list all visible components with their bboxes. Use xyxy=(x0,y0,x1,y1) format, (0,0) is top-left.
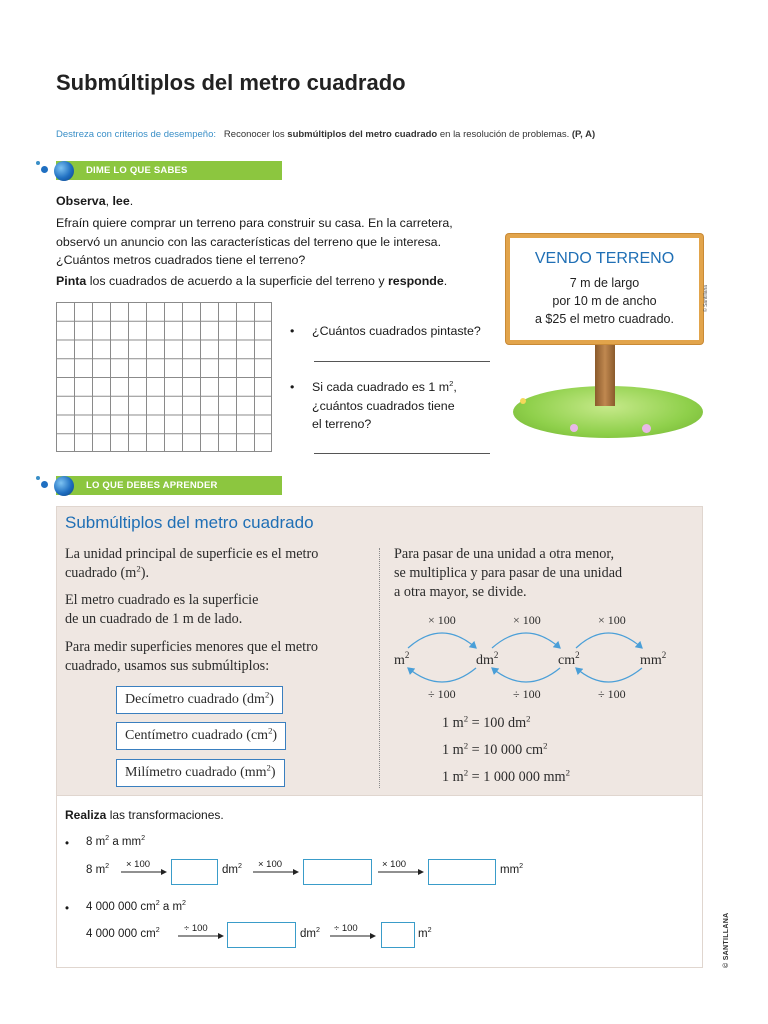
bullet: • xyxy=(65,903,70,915)
criterion-tag: (P, A) xyxy=(571,129,596,140)
realiza-rest: las transformaciones. xyxy=(106,808,224,822)
unit-mm2 xyxy=(500,864,523,876)
conversion-rule xyxy=(394,545,694,602)
answer-box-1a[interactable] xyxy=(171,859,218,885)
q2-sup: 2 xyxy=(449,378,454,388)
node-mm: $mm^2$ xyxy=(640,650,667,668)
exercise-1-start xyxy=(86,864,109,876)
arrow-icon xyxy=(178,932,226,940)
word-responde: responde xyxy=(387,274,444,288)
publisher-credit: © SANTILLANA xyxy=(723,912,730,968)
arrow-icon xyxy=(330,932,378,940)
div-arc-1 xyxy=(408,668,476,682)
q2-text-a: Si cada cuadrado es 1 m xyxy=(312,380,450,394)
question-2 xyxy=(312,378,492,434)
learn-title: Submúltiplos del metro cuadrado xyxy=(65,513,314,532)
eq-sup: 2 xyxy=(463,740,469,751)
section-tag-aprender: LO QUE DEBES APRENDER xyxy=(56,476,282,495)
criterion-text-b: en la resolución de problemas. xyxy=(439,129,570,140)
unit-box-cm2 xyxy=(116,722,286,750)
eq-lhs: 1 m xyxy=(442,742,464,758)
bullet: • xyxy=(65,838,70,850)
p3-line-b: cuadrado, usamos sus submúltiplos: xyxy=(65,658,270,674)
mult-label: × 100 xyxy=(382,859,407,870)
rule-line-3: a otra mayor, se divide. xyxy=(394,584,527,600)
end-dot: . xyxy=(443,274,448,288)
unit-dm: dm xyxy=(222,864,238,876)
page-title: Submúltiplos del metro cuadrado xyxy=(56,70,406,95)
sign-post xyxy=(595,344,615,406)
equality-mm2 xyxy=(442,768,570,787)
answer-line-2[interactable] xyxy=(314,453,490,454)
sign-line-3: a $25 el metro cuadrado. xyxy=(535,312,674,326)
equality-cm2 xyxy=(442,741,548,760)
ex1-start: 8 m xyxy=(86,864,106,876)
word-lee: lee xyxy=(112,194,130,208)
flower-icon xyxy=(570,424,578,432)
ex2-start: 4 000 000 cm xyxy=(86,928,156,940)
eq-lhs: 1 m xyxy=(442,715,464,731)
bubble-icon xyxy=(54,476,74,496)
unit-name: Decímetro cuadrado (dm xyxy=(125,692,265,707)
land-sale-sign xyxy=(506,234,703,344)
answer-box-2b[interactable] xyxy=(381,922,415,948)
mult-label: × 100 xyxy=(258,859,283,870)
unit-close: ) xyxy=(272,728,278,743)
answer-box-2a[interactable] xyxy=(227,922,296,948)
performance-criterion xyxy=(56,129,595,140)
practice-instruction xyxy=(65,806,224,825)
copyright-small: © Santillana xyxy=(703,284,709,312)
ex2-a: 4 000 000 cm xyxy=(86,901,156,913)
exercise-2-start xyxy=(86,928,160,940)
unit-mm: mm xyxy=(500,864,520,876)
div-label: ÷ 100 xyxy=(184,923,208,934)
sign-line-2: por 10 m de ancho xyxy=(552,294,657,308)
sup: 2 xyxy=(315,926,320,935)
div-arc-3 xyxy=(576,668,642,682)
decor-dot xyxy=(41,481,48,488)
pinta-rest: los cuadrados de acuerdo a la superficie del terreno y xyxy=(86,274,388,288)
node-cm: $cm^2$ xyxy=(558,650,580,668)
instruction-pinta xyxy=(56,272,486,291)
unit-box-dm2 xyxy=(116,686,283,714)
eq-rsup: 2 xyxy=(565,767,570,778)
bullet: • xyxy=(290,380,295,394)
p2-line-a: El metro cuadrado es la superficie xyxy=(65,592,259,608)
div-label-2: ÷ 100 xyxy=(513,687,541,701)
arrow-icon xyxy=(378,868,426,876)
answer-box-1c[interactable] xyxy=(428,859,496,885)
sup: 2 xyxy=(155,899,160,908)
square-grid[interactable] xyxy=(56,302,272,452)
answer-box-1b[interactable] xyxy=(303,859,372,885)
sign-line-1: 7 m de largo xyxy=(569,276,640,290)
unit-name: Centímetro cuadrado (cm xyxy=(125,728,269,743)
equality-dm2 xyxy=(442,714,531,733)
ex2-b: a m xyxy=(159,901,183,913)
paragraph-principal xyxy=(65,545,375,583)
div-label-3: ÷ 100 xyxy=(598,687,626,701)
question-1: ¿Cuántos cuadrados pintaste? xyxy=(312,324,481,338)
word-observa: Observa xyxy=(56,194,106,208)
p2-line-b: de un cuadrado de 1 m de lado. xyxy=(65,611,243,627)
unit-sup: 2 xyxy=(266,762,271,773)
arrow-icon xyxy=(121,868,169,876)
mult-arc-2 xyxy=(492,633,560,648)
mult-label-2: × 100 xyxy=(513,613,541,627)
sup: 2 xyxy=(427,926,432,935)
paragraph-submultiples xyxy=(65,638,375,676)
criterion-text-a: Reconocer los xyxy=(223,129,285,140)
bubble-icon xyxy=(54,161,74,181)
word-pinta: Pinta xyxy=(56,274,87,288)
sup: 2 xyxy=(237,862,242,871)
node-m: $m^2$ xyxy=(394,650,410,668)
sign-title: VENDO TERRENO xyxy=(534,250,675,267)
word-realiza: Realiza xyxy=(65,808,107,822)
sup: 2 xyxy=(141,834,146,843)
mult-label-3: × 100 xyxy=(598,613,626,627)
section-tag-dime: DIME LO QUE SABES xyxy=(56,161,282,180)
comma: , xyxy=(105,194,113,208)
unit-dm2 xyxy=(300,928,320,940)
sup: 2 xyxy=(519,862,524,871)
node-dm: $dm^2$ xyxy=(476,650,499,668)
eq-rhs: = 100 dm xyxy=(468,715,527,731)
eq-rsup: 2 xyxy=(526,713,531,724)
paragraph-definition xyxy=(65,591,375,629)
eq-rhs: = 1 000 000 mm xyxy=(468,769,566,785)
unit-sup: 2 xyxy=(268,725,273,736)
sup: 2 xyxy=(105,834,110,843)
conversion-diagram xyxy=(380,610,700,705)
decor-dot-small xyxy=(36,476,40,480)
unit-sup: 2 xyxy=(264,689,270,700)
mult-arc-3 xyxy=(576,633,642,648)
decor-dot-small xyxy=(36,161,40,165)
criterion-lead: Destreza con criterios de desempeño: xyxy=(56,129,216,140)
unit-m: m xyxy=(418,928,428,940)
p1-line-a: La unidad principal de superficie es el metro xyxy=(65,546,319,562)
sign-text xyxy=(510,274,699,328)
arrow-icon xyxy=(253,868,301,876)
sup: 2 xyxy=(155,926,160,935)
div-arc-2 xyxy=(492,668,560,682)
p1-line-b: cuadrado (m xyxy=(65,565,137,581)
eq-rsup: 2 xyxy=(543,740,548,751)
exercise-2-title xyxy=(86,901,186,913)
problem-paragraph: Efraín quiere comprar un terreno para construir su casa. En la carretera, observó un anuncio con las características del terreno que le interesa. ¿Cuántos metros cuadrados tiene el terreno? xyxy=(56,216,453,267)
eq-lhs: 1 m xyxy=(442,769,464,785)
bullet: • xyxy=(290,324,295,338)
mult-label: × 100 xyxy=(126,859,151,870)
unit-m2 xyxy=(418,928,432,940)
unit-dm2 xyxy=(222,864,242,876)
unit-close: ) xyxy=(270,765,276,780)
exercise-1-title xyxy=(86,836,145,848)
criterion-bold: submúltiplos del metro cuadrado xyxy=(287,129,438,140)
rule-line-1: Para pasar de una unidad a otra menor, xyxy=(394,546,615,562)
flower-icon xyxy=(520,398,526,404)
eq-sup: 2 xyxy=(463,767,469,778)
ex1-a: 8 m xyxy=(86,836,106,848)
answer-line-1[interactable] xyxy=(314,361,490,362)
sup: 2 xyxy=(105,862,110,871)
sup: 2 xyxy=(182,899,186,908)
unit-name: Milímetro cuadrado (mm xyxy=(125,765,267,780)
unit-close: ) xyxy=(269,692,274,707)
flower-icon xyxy=(642,424,651,433)
p1-close: ). xyxy=(140,565,149,581)
decor-dot xyxy=(41,166,48,173)
mult-label-1: × 100 xyxy=(428,613,456,627)
ex1-b: a mm xyxy=(109,836,142,848)
mult-arc-1 xyxy=(408,633,476,648)
unit-dm: dm xyxy=(300,928,316,940)
p3-line-a: Para medir superficies menores que el metro xyxy=(65,639,318,655)
p1-sup: 2 xyxy=(136,563,141,574)
div-label: ÷ 100 xyxy=(334,923,358,934)
eq-rhs: = 10 000 cm xyxy=(468,742,544,758)
q2-line2: ¿cuántos cuadrados tiene xyxy=(312,398,455,413)
eq-sup: 2 xyxy=(463,713,469,724)
dot: . xyxy=(129,194,134,208)
q2-text-b: , xyxy=(453,380,457,394)
div-label-1: ÷ 100 xyxy=(428,687,456,701)
instruction-observa xyxy=(56,192,476,211)
rule-line-2: se multiplica y para pasar de una unidad xyxy=(394,565,623,581)
unit-box-mm2 xyxy=(116,759,285,787)
q2-line3: el terreno? xyxy=(312,417,372,431)
